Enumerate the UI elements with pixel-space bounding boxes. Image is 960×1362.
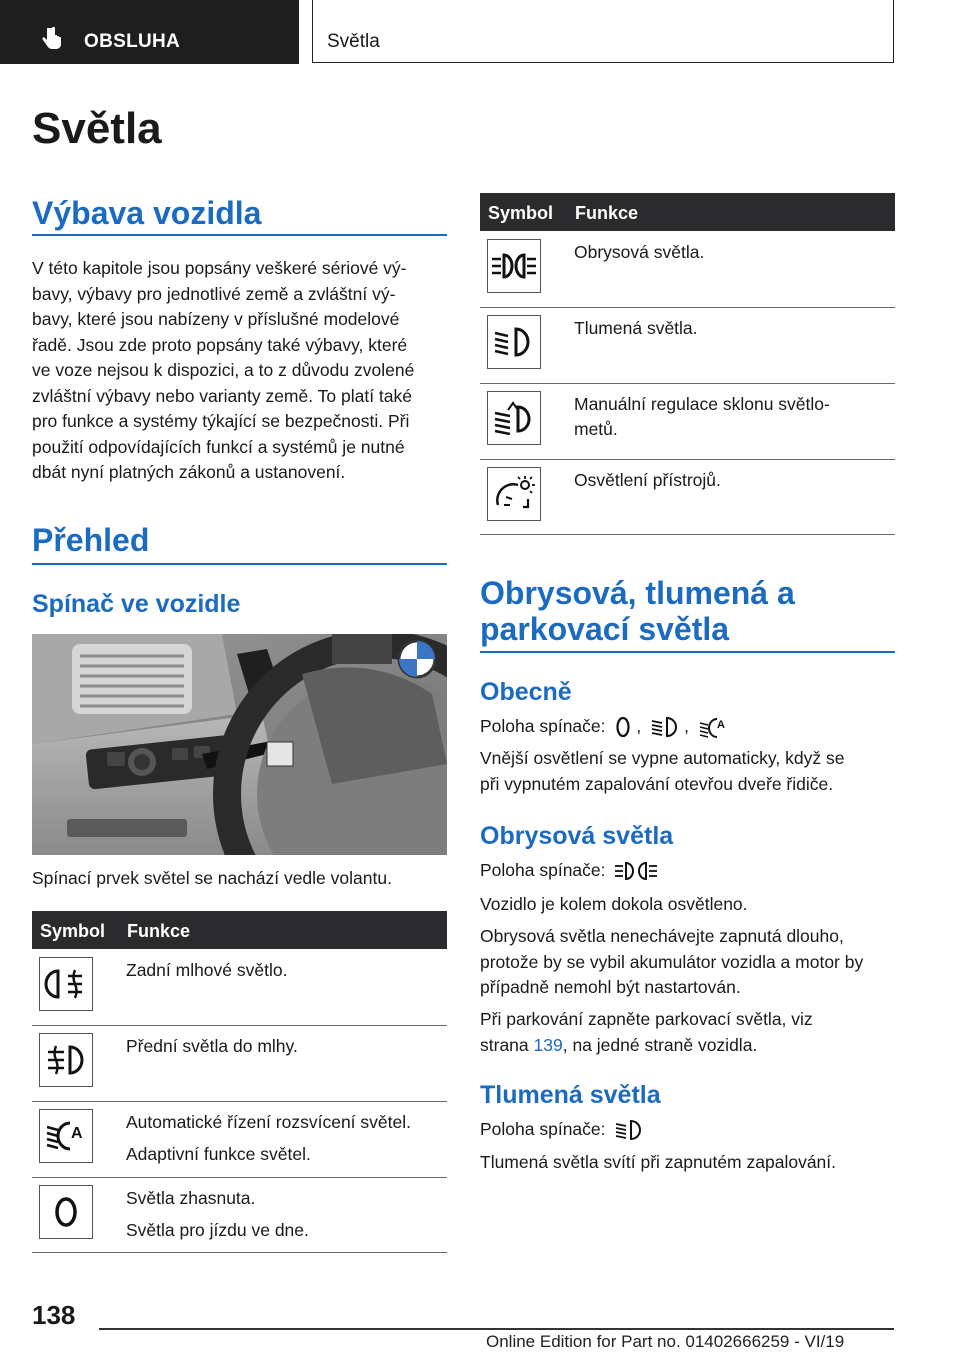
table-row [32, 1177, 447, 1253]
front-fog-light-icon [39, 1033, 93, 1087]
auto-headlight-icon [39, 1109, 93, 1163]
general-switch-positions: Poloha spínače: , , A [480, 714, 732, 740]
row-text-continued: metů. [574, 419, 618, 439]
svg-text:A: A [716, 719, 725, 732]
parking-paragraph-1: Vozidlo je kolem dokola osvětleno. [480, 894, 748, 914]
row-text: Osvětlení přístrojů. [574, 470, 721, 490]
col-function: Funkce [575, 203, 639, 223]
low-beam-icon [487, 315, 541, 369]
low-beam-icon [614, 1118, 644, 1142]
headlight-range-icon [487, 391, 541, 445]
switch-heading: Spínač ve vozidle [32, 590, 241, 618]
col-symbol: Symbol [488, 203, 554, 223]
row-text: Automatické řízení rozsvícení světel. Adaptivní funkce světel. [126, 1112, 411, 1164]
equipment-paragraph: V této kapitole jsou popsány veškeré sériové vý- bavy, výbavy pro jednotlivé země a zvláštní vý- bavy, které jsou nabízeny v příslušné modelové řadě. Jsou zde proto popsány také výbavy, které ve voze nejsou k dispozici, a to z důvodu zvolené zvláštní výbavy nebo varianty země. To platí také pro funkce a systémy týkající se bezpečnosti. Při použití odpovídajících funkcí a systémů je nutné dbát nyní platných zákonů a ustanovení. [32, 258, 415, 482]
table-row [32, 1025, 447, 1102]
lowbeam-switch-position: Poloha spínače: [480, 1117, 648, 1143]
equipment-heading: Výbava vozidla [32, 195, 262, 231]
table-row [480, 383, 895, 460]
page-number: 138 [32, 1300, 76, 1330]
page-link-139[interactable]: 139 [533, 1034, 563, 1055]
footer-edition: Online Edition for Part no. 01402666259 - VI/19 [486, 1332, 845, 1351]
table-row [32, 1101, 447, 1178]
right-table-header [480, 193, 895, 231]
general-paragraph: Vnější osvětlení se vypne automaticky, když se při vypnutém zapalování otevřou dveře řidiče. [480, 748, 845, 794]
instrument-lighting-icon [487, 467, 541, 521]
parking-light-icon [614, 859, 658, 883]
col-symbol: Symbol [40, 921, 106, 941]
section-heading: Obrysová, tlumená a parkovací světla [480, 575, 795, 647]
table-row [32, 949, 447, 1026]
col-function: Funkce [127, 921, 191, 941]
row-text: Obrysová světla. [574, 242, 705, 262]
lowbeam-heading: Tlumená světla [480, 1081, 661, 1109]
low-beam-icon [650, 715, 680, 739]
footer-rule [99, 1328, 894, 1330]
left-table-header [32, 911, 447, 949]
parking-heading: Obrysová světla [480, 822, 674, 850]
parking-switch-position: Poloha spínače: [480, 858, 662, 884]
table-row [480, 307, 895, 384]
auto-headlight-icon [698, 715, 728, 739]
table-row [480, 231, 895, 308]
chapter-label: Světla [327, 31, 380, 52]
page-title: Světla [32, 104, 162, 153]
lowbeam-paragraph: Tlumená světla svítí při zapnutém zapalování. [480, 1152, 837, 1172]
light-switch-photo [32, 634, 447, 855]
lights-off-icon [614, 715, 632, 739]
row-text: Zadní mlhové světlo. [126, 960, 288, 980]
table-row [480, 459, 895, 535]
parking-paragraph-2: Obrysová světla nenechávejte zapnutá dlouho, protože by se vybil akumulátor vozidla a motor by případně nemohl být nastartován. [480, 926, 864, 997]
row-text: Manuální regulace sklonu světlo- [574, 394, 830, 414]
heading-rule [480, 651, 895, 653]
general-heading: Obecně [480, 678, 572, 706]
photo-caption: Spínací prvek světel se nachází vedle volantu. [32, 868, 392, 888]
rear-fog-light-icon [39, 957, 93, 1011]
section-label: OBSLUHA [84, 31, 181, 52]
row-text: Přední světla do mlhy. [126, 1036, 298, 1056]
lights-off-icon [39, 1185, 93, 1239]
chapter-header [312, 0, 894, 63]
row-text: Tlumená světla. [574, 318, 698, 338]
section-tab[interactable] [0, 0, 299, 64]
parking-paragraph-3: Při parkování zapněte parkovací světla, viz strana 139, na jedné straně vozidla. [480, 1009, 813, 1055]
hand-pointer-icon [38, 26, 64, 52]
overview-heading: Přehled [32, 522, 150, 558]
heading-rule [32, 563, 447, 565]
svg-text:A: A [71, 1125, 83, 1142]
row-text: Světla zhasnuta. Světla pro jízdu ve dne. [126, 1188, 309, 1240]
heading-rule [32, 234, 447, 236]
parking-light-icon [487, 239, 541, 293]
